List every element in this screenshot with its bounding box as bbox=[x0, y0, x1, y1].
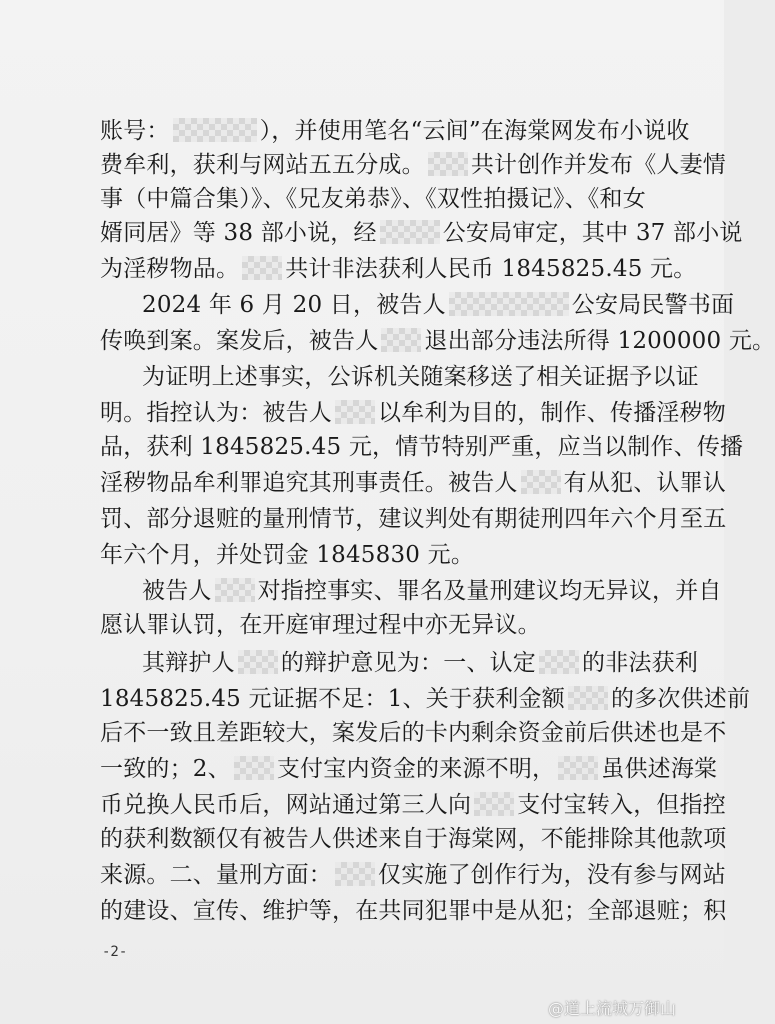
text-segment: 淫秽物品牟利罪追究其刑事责任。被告人 bbox=[100, 470, 518, 496]
text-segment: 公安局审定，其中 37 部小说 bbox=[442, 220, 743, 246]
text-line bbox=[100, 252, 696, 286]
page-number: -2- bbox=[102, 944, 128, 960]
text-segment: 支付宝内资金的来源不明， bbox=[276, 756, 556, 782]
redacted-block bbox=[335, 400, 375, 424]
redacted-block bbox=[380, 220, 440, 244]
text-segment: 1845825.45 元证据不足：1、关于获利金额 bbox=[100, 686, 565, 712]
redacted-block bbox=[215, 578, 255, 602]
text-line bbox=[100, 716, 726, 750]
redacted-block bbox=[381, 328, 421, 352]
text-segment: 的多次供述前 bbox=[610, 686, 751, 712]
text-segment: 对指控事实、罪名及量刑建议均无异议，并自 bbox=[257, 578, 722, 604]
text-segment: 退出部分违法所得 1200000 元。 bbox=[424, 328, 775, 354]
text-line bbox=[100, 788, 726, 822]
text-segment: 年六个月，并处罚金 1845830 元。 bbox=[100, 542, 475, 568]
redacted-block bbox=[173, 118, 257, 142]
watermark: @道上流城万御山 bbox=[548, 999, 677, 1018]
text-segment: 婿同居》等 38 部小说，经 bbox=[100, 220, 377, 246]
text-segment: 事（中篇合集）》、《兄友弟恭》、《双性拍摄记》、《和女 bbox=[100, 186, 646, 212]
text-segment: 为证明上述事实，公诉机关随案移送了相关证据予以证 bbox=[142, 364, 699, 390]
redacted-block bbox=[474, 792, 514, 816]
text-line bbox=[100, 396, 726, 430]
text-segment: 的辩护意见为：一、认定 bbox=[280, 650, 537, 676]
text-segment: 仅实施了创作行为，没有参与网站 bbox=[378, 862, 726, 888]
text-line bbox=[100, 114, 690, 148]
redacted-block bbox=[335, 862, 375, 886]
text-segment: 品，获利 1845825.45 元，情节特别严重，应当以制作、传播 bbox=[100, 434, 744, 460]
text-line bbox=[100, 858, 726, 892]
text-line bbox=[100, 466, 726, 500]
text-segment: 有从犯、认罪认 bbox=[563, 470, 727, 496]
text-segment: 明。指控认为：被告人 bbox=[100, 400, 332, 426]
text-line bbox=[100, 682, 750, 716]
text-segment: 以牟利为目的，制作、传播淫秽物 bbox=[378, 400, 726, 426]
text-line bbox=[100, 894, 726, 928]
text-line bbox=[100, 608, 541, 642]
text-segment: 公安局民警书面 bbox=[571, 292, 735, 318]
redacted-block bbox=[242, 256, 282, 280]
redacted-block bbox=[428, 152, 468, 176]
text-segment: 被告人 bbox=[142, 578, 212, 604]
redacted-block bbox=[521, 470, 561, 494]
text-segment: 支付宝转入，但指控 bbox=[517, 792, 727, 818]
text-line bbox=[100, 752, 717, 786]
text-segment: 的非法获利 bbox=[582, 650, 699, 676]
text-segment: 2024 年 6 月 20 日，被告人 bbox=[142, 292, 446, 318]
text-segment: 费牟利，获利与网站五五分成。 bbox=[100, 152, 425, 178]
text-segment: 共计创作并发布《人妻情 bbox=[470, 152, 727, 178]
text-segment: 罚、部分退赃的量刑情节，建议判处有期徒刑四年六个月至五 bbox=[100, 506, 727, 532]
text-segment: 传唤到案。案发后，被告人 bbox=[100, 328, 379, 354]
text-line bbox=[142, 288, 734, 322]
redacted-block bbox=[539, 650, 579, 674]
text-segment: 币兑换人民币后，网站通过第三人向 bbox=[100, 792, 472, 818]
text-segment: 愿认罪认罚，在开庭审理过程中亦无异议。 bbox=[100, 612, 541, 638]
text-segment: 来源。二、量刑方面： bbox=[100, 862, 332, 888]
text-segment: ），并使用笔名“云间”在海棠网发布小说收 bbox=[259, 118, 690, 144]
text-line bbox=[100, 502, 726, 536]
text-segment: 共计非法获利人民币 1845825.45 元。 bbox=[285, 256, 697, 282]
text-segment: 账号： bbox=[100, 118, 170, 144]
redacted-block bbox=[568, 686, 608, 710]
redacted-block bbox=[449, 292, 569, 316]
text-segment: 虽供述海棠 bbox=[601, 756, 718, 782]
text-segment: 其辩护人 bbox=[142, 650, 235, 676]
text-segment: 一致的；2、 bbox=[100, 756, 231, 782]
text-line bbox=[100, 148, 726, 182]
text-line bbox=[100, 324, 775, 358]
text-segment: 的获利数额仅有被告人供述来自于海棠网，不能排除其他款项 bbox=[100, 826, 727, 852]
text-line bbox=[100, 538, 474, 572]
redacted-block bbox=[234, 756, 274, 780]
text-line bbox=[100, 430, 743, 464]
text-line bbox=[142, 574, 722, 608]
text-segment: 后不一致且差距较大，案发后的卡内剩余资金前后供述也是不 bbox=[100, 720, 727, 746]
text-line bbox=[100, 182, 646, 216]
text-segment: 为淫秽物品。 bbox=[100, 256, 240, 282]
text-line bbox=[100, 822, 726, 856]
text-line bbox=[142, 646, 698, 680]
text-line bbox=[142, 360, 699, 394]
redacted-block bbox=[558, 756, 598, 780]
text-line bbox=[100, 216, 743, 250]
redacted-block bbox=[238, 650, 278, 674]
text-segment: 的建设、宣传、维护等，在共同犯罪中是从犯；全部退赃；积 bbox=[100, 898, 727, 924]
